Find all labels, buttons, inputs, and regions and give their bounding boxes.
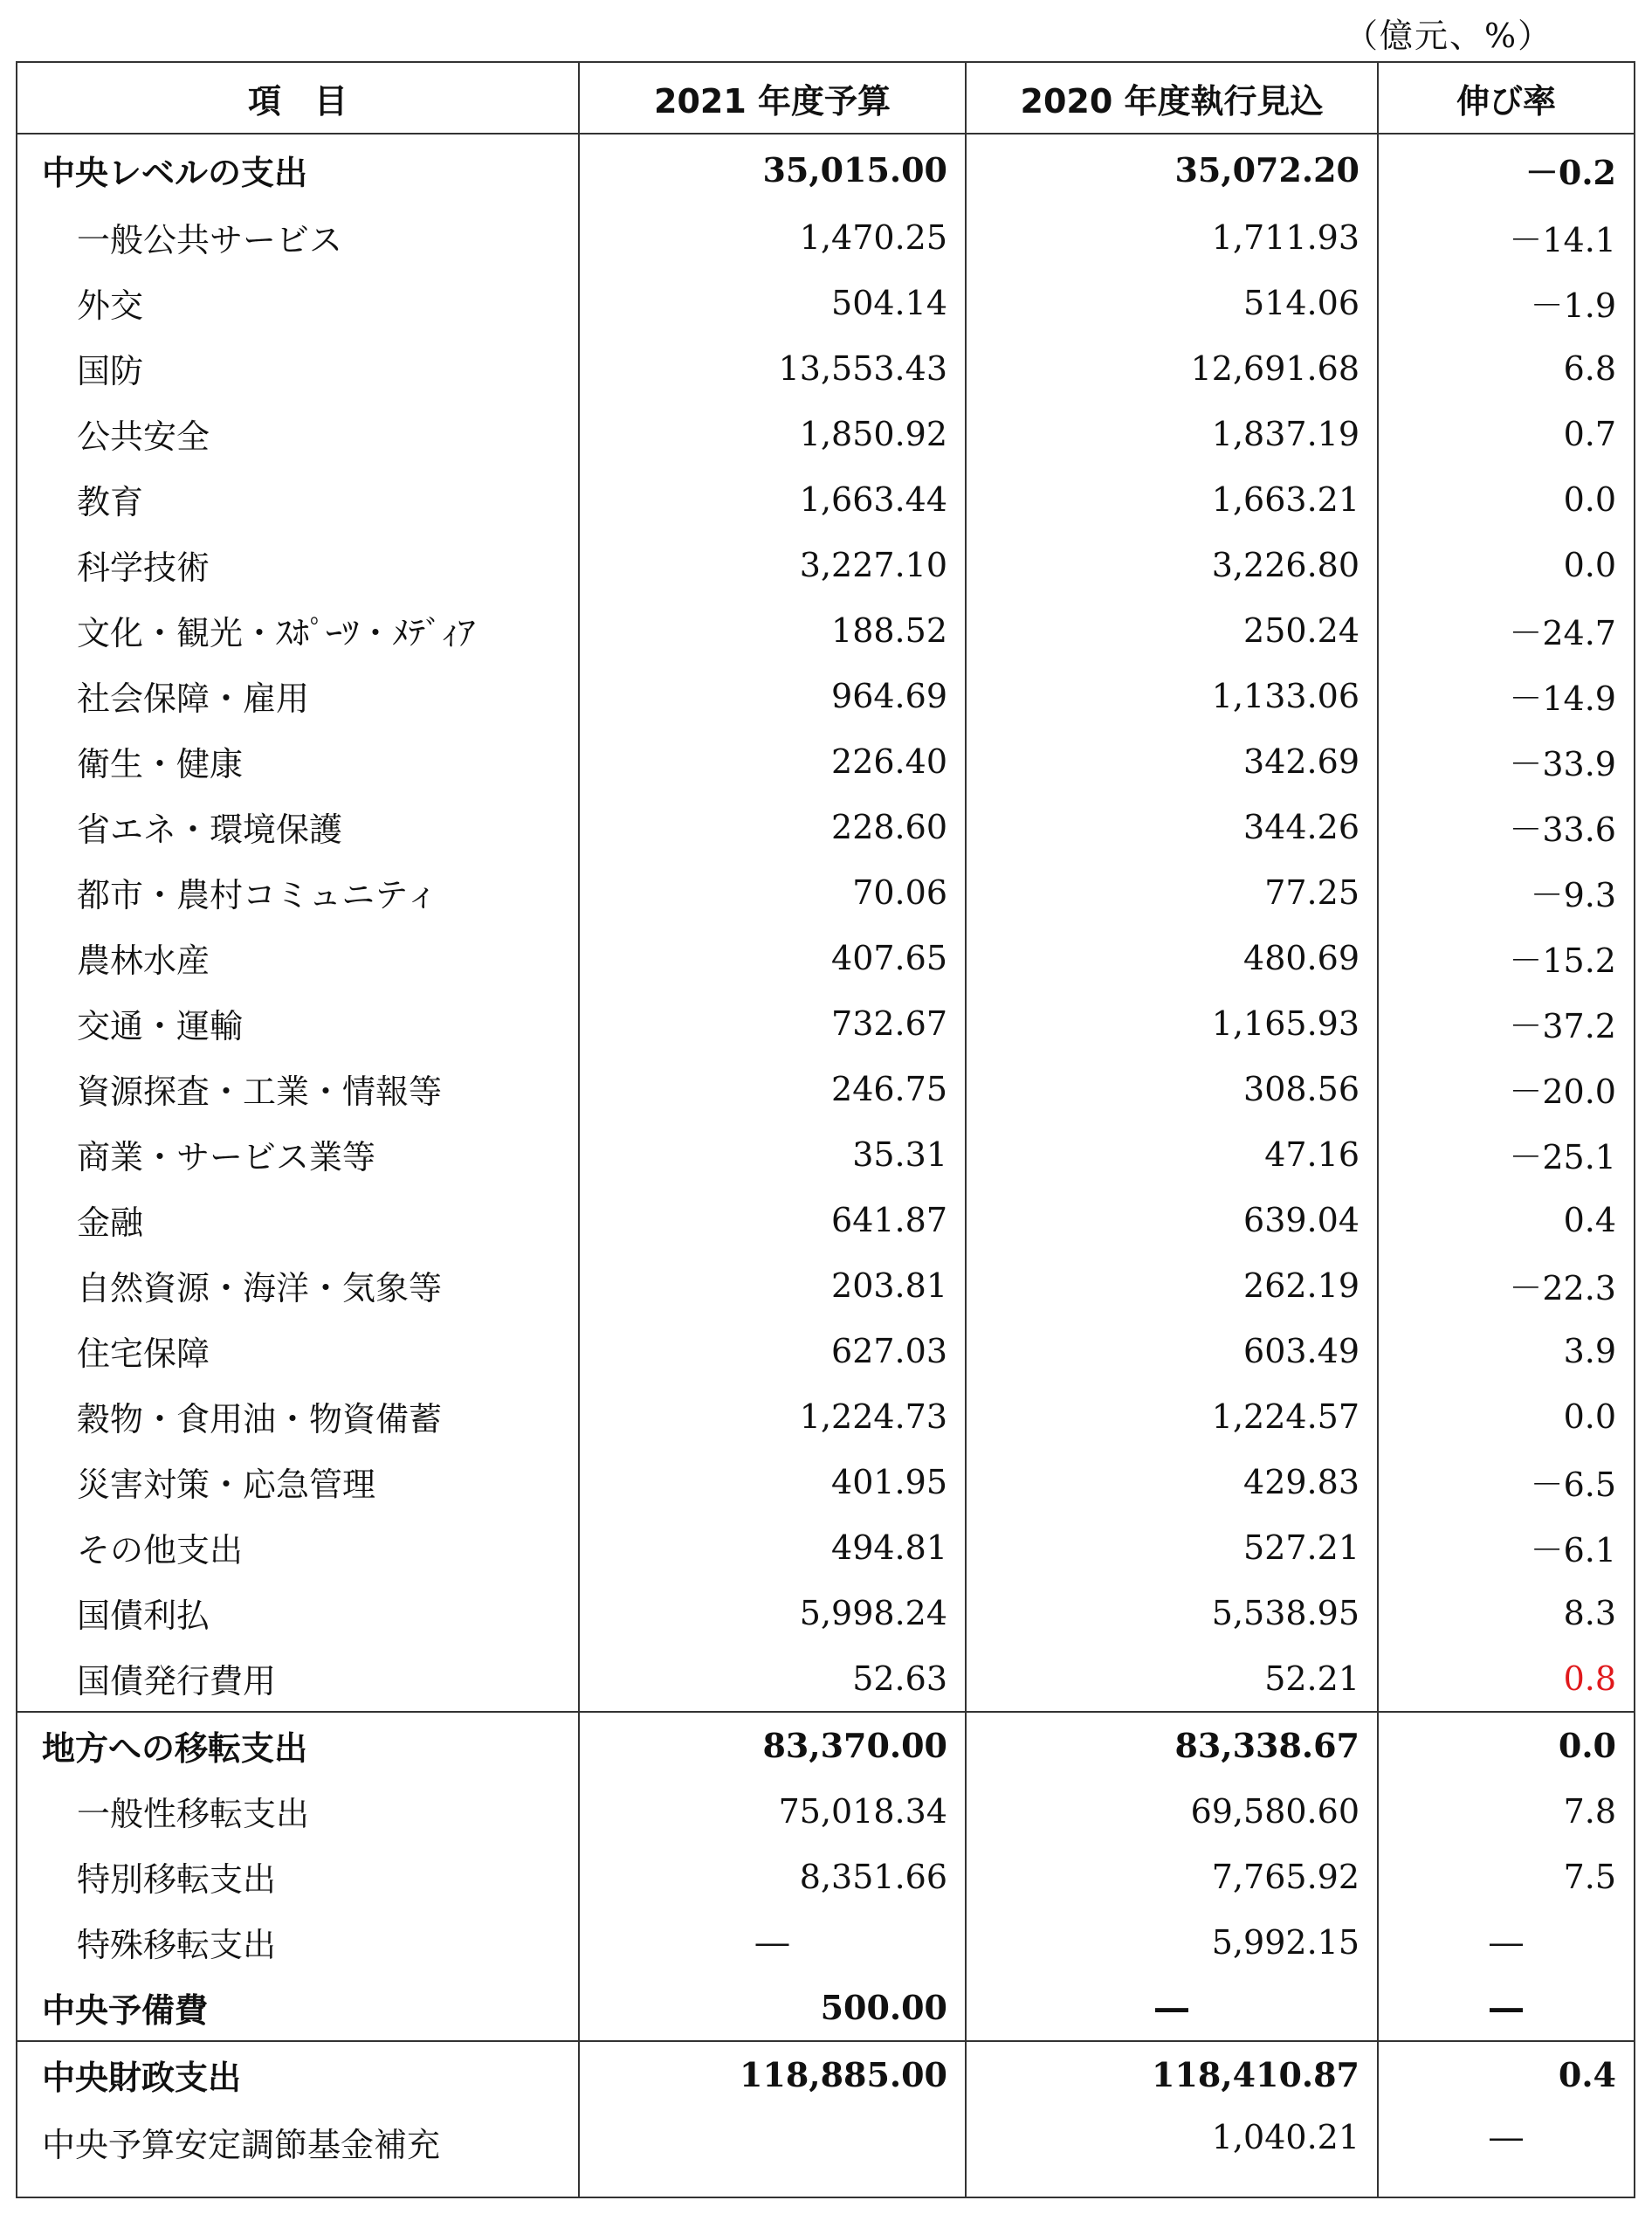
row-label: 衛生・健康: [17, 728, 579, 794]
value-2020-estimate: 3,226.80: [966, 532, 1378, 597]
value-2020-estimate: 118,410.87: [966, 2041, 1378, 2107]
growth-rate: ―: [1378, 1909, 1635, 1975]
value-2020-estimate: 1,837.19: [966, 401, 1378, 466]
growth-rate: －22.3: [1378, 1252, 1635, 1318]
value-2020-estimate: 514.06: [966, 270, 1378, 335]
growth-rate: 0.0: [1378, 532, 1635, 597]
value-2020-estimate: 1,165.93: [966, 990, 1378, 1056]
value-2020-estimate: 480.69: [966, 925, 1378, 990]
table-row: [17, 1056, 1635, 1121]
row-label: 公共安全: [17, 401, 579, 466]
table-row: [17, 663, 1635, 728]
value-2021-budget: 494.81: [579, 1514, 966, 1580]
value-2020-estimate: 262.19: [966, 1252, 1378, 1318]
value-2020-estimate: 603.49: [966, 1318, 1378, 1383]
value-2021-budget: 964.69: [579, 663, 966, 728]
table-row: [17, 1514, 1635, 1580]
growth-rate: －37.2: [1378, 990, 1635, 1056]
value-2020-estimate: 342.69: [966, 728, 1378, 794]
table-row: [17, 2041, 1635, 2107]
row-label: 中央予備費: [17, 1975, 579, 2041]
value-2020-estimate: 7,765.92: [966, 1844, 1378, 1909]
value-2020-estimate: 308.56: [966, 1056, 1378, 1121]
value-2021-budget: 500.00: [579, 1975, 966, 2041]
table-row: [17, 859, 1635, 925]
value-2020-estimate: 77.25: [966, 859, 1378, 925]
row-label: 外交: [17, 270, 579, 335]
header-2020-estimate: 2020 年度執行見込: [966, 62, 1378, 134]
growth-rate: 0.8: [1378, 1645, 1635, 1712]
growth-rate: 3.9: [1378, 1318, 1635, 1383]
value-2021-budget: 226.40: [579, 728, 966, 794]
value-2021-budget: 641.87: [579, 1187, 966, 1252]
growth-rate: －14.9: [1378, 663, 1635, 728]
growth-rate: －1.9: [1378, 270, 1635, 335]
row-label: 一般公共サービス: [17, 204, 579, 270]
growth-rate: 7.8: [1378, 1778, 1635, 1844]
growth-rate: －15.2: [1378, 925, 1635, 990]
value-2020-estimate: 12,691.68: [966, 335, 1378, 401]
row-label: 中央予算安定調節基金補充: [17, 2107, 579, 2197]
row-label: 都市・農村コミュニティ: [17, 859, 579, 925]
table-row: [17, 925, 1635, 990]
header-row: [17, 62, 1635, 134]
row-label: 地方への移転支出: [17, 1712, 579, 1778]
value-2020-estimate: 35,072.20: [966, 134, 1378, 204]
growth-rate: 0.0: [1378, 1383, 1635, 1449]
value-2021-budget: 3,227.10: [579, 532, 966, 597]
table-row: [17, 990, 1635, 1056]
row-label: 省エネ・環境保護: [17, 794, 579, 859]
value-2021-budget: 203.81: [579, 1252, 966, 1318]
table-row: [17, 134, 1635, 204]
growth-rate: －0.2: [1378, 134, 1635, 204]
value-2021-budget: 118,885.00: [579, 2041, 966, 2107]
row-label: 商業・サービス業等: [17, 1121, 579, 1187]
header-2021-budget: 2021 年度予算: [579, 62, 966, 134]
table-row: [17, 1121, 1635, 1187]
row-label: 文化・観光・ｽﾎﾟｰﾂ・ﾒﾃﾞｨｱ: [17, 597, 579, 663]
value-2020-estimate: 1,040.21: [966, 2107, 1378, 2197]
growth-rate: 0.4: [1378, 2041, 1635, 2107]
row-label: 災害対策・応急管理: [17, 1449, 579, 1514]
value-2021-budget: 5,998.24: [579, 1580, 966, 1645]
row-label: 特別移転支出: [17, 1844, 579, 1909]
value-2020-estimate: 527.21: [966, 1514, 1378, 1580]
table-row: [17, 1449, 1635, 1514]
value-2020-estimate: 1,663.21: [966, 466, 1378, 532]
value-2021-budget: 13,553.43: [579, 335, 966, 401]
row-label: 国債利払: [17, 1580, 579, 1645]
value-2020-estimate: 69,580.60: [966, 1778, 1378, 1844]
row-label: 住宅保障: [17, 1318, 579, 1383]
growth-rate: 0.7: [1378, 401, 1635, 466]
growth-rate: －33.9: [1378, 728, 1635, 794]
table-row: [17, 728, 1635, 794]
value-2021-budget: 83,370.00: [579, 1712, 966, 1778]
table-row: [17, 1712, 1635, 1778]
value-2020-estimate: 83,338.67: [966, 1712, 1378, 1778]
value-2020-estimate: 1,133.06: [966, 663, 1378, 728]
value-2021-budget: 504.14: [579, 270, 966, 335]
value-2021-budget: 228.60: [579, 794, 966, 859]
growth-rate: －33.6: [1378, 794, 1635, 859]
value-2021-budget: 1,663.44: [579, 466, 966, 532]
row-label: 自然資源・海洋・気象等: [17, 1252, 579, 1318]
row-label: 国防: [17, 335, 579, 401]
table-row: [17, 1383, 1635, 1449]
row-label: その他支出: [17, 1514, 579, 1580]
table-row: [17, 401, 1635, 466]
budget-table: [16, 61, 1635, 2198]
value-2020-estimate: 250.24: [966, 597, 1378, 663]
growth-rate: －25.1: [1378, 1121, 1635, 1187]
row-label: 特殊移転支出: [17, 1909, 579, 1975]
value-2021-budget: 401.95: [579, 1449, 966, 1514]
table-row: [17, 1187, 1635, 1252]
table-row: [17, 1844, 1635, 1909]
table-row: [17, 1909, 1635, 1975]
value-2021-budget: 8,351.66: [579, 1844, 966, 1909]
growth-rate: －24.7: [1378, 597, 1635, 663]
unit-note: （億元、%）: [1345, 17, 1553, 55]
row-label: 農林水産: [17, 925, 579, 990]
table-row: [17, 1318, 1635, 1383]
growth-rate: 0.0: [1378, 466, 1635, 532]
table-row: [17, 1252, 1635, 1318]
row-label: 資源探査・工業・情報等: [17, 1056, 579, 1121]
row-label: 社会保障・雇用: [17, 663, 579, 728]
row-label: 穀物・食用油・物資備蓄: [17, 1383, 579, 1449]
value-2021-budget: 1,850.92: [579, 401, 966, 466]
row-label: 交通・運輸: [17, 990, 579, 1056]
value-2020-estimate: 639.04: [966, 1187, 1378, 1252]
value-2021-budget: 732.67: [579, 990, 966, 1056]
header-item: 項 目: [17, 62, 579, 134]
table-row: [17, 1778, 1635, 1844]
growth-rate: 7.5: [1378, 1844, 1635, 1909]
growth-rate: 0.4: [1378, 1187, 1635, 1252]
table-row: [17, 270, 1635, 335]
value-2021-budget: 75,018.34: [579, 1778, 966, 1844]
table-row: [17, 1645, 1635, 1712]
value-2021-budget: 35,015.00: [579, 134, 966, 204]
growth-rate: －9.3: [1378, 859, 1635, 925]
table-row: [17, 466, 1635, 532]
table-row: [17, 1975, 1635, 2041]
value-2021-budget: 188.52: [579, 597, 966, 663]
value-2020-estimate: 47.16: [966, 1121, 1378, 1187]
value-2021-budget: 627.03: [579, 1318, 966, 1383]
value-2020-estimate: 52.21: [966, 1645, 1378, 1712]
growth-rate: －20.0: [1378, 1056, 1635, 1121]
growth-rate: 8.3: [1378, 1580, 1635, 1645]
value-2021-budget: 246.75: [579, 1056, 966, 1121]
value-2021-budget: 52.63: [579, 1645, 966, 1712]
table-row: [17, 2107, 1635, 2197]
row-label: 教育: [17, 466, 579, 532]
table-row: [17, 532, 1635, 597]
growth-rate: ―: [1378, 2107, 1635, 2197]
growth-rate: 0.0: [1378, 1712, 1635, 1778]
growth-rate: －6.5: [1378, 1449, 1635, 1514]
value-2020-estimate: 5,992.15: [966, 1909, 1378, 1975]
value-2020-estimate: 1,224.57: [966, 1383, 1378, 1449]
growth-rate: 6.8: [1378, 335, 1635, 401]
value-2020-estimate: 429.83: [966, 1449, 1378, 1514]
value-2021-budget: ―: [579, 1909, 966, 1975]
table-row: [17, 597, 1635, 663]
growth-rate: －6.1: [1378, 1514, 1635, 1580]
row-label: 金融: [17, 1187, 579, 1252]
value-2021-budget: 407.65: [579, 925, 966, 990]
value-2021-budget: [579, 2107, 966, 2197]
value-2021-budget: 1,470.25: [579, 204, 966, 270]
table-row: [17, 794, 1635, 859]
table-row: [17, 204, 1635, 270]
growth-rate: －14.1: [1378, 204, 1635, 270]
value-2020-estimate: ―: [966, 1975, 1378, 2041]
row-label: 国債発行費用: [17, 1645, 579, 1712]
header-growth-rate: 伸び率: [1378, 62, 1635, 134]
table-row: [17, 335, 1635, 401]
row-label: 科学技術: [17, 532, 579, 597]
row-label: 中央レベルの支出: [17, 134, 579, 204]
row-label: 一般性移転支出: [17, 1778, 579, 1844]
value-2021-budget: 1,224.73: [579, 1383, 966, 1449]
value-2020-estimate: 344.26: [966, 794, 1378, 859]
table-row: [17, 1580, 1635, 1645]
value-2020-estimate: 1,711.93: [966, 204, 1378, 270]
growth-rate: ―: [1378, 1975, 1635, 2041]
value-2020-estimate: 5,538.95: [966, 1580, 1378, 1645]
value-2021-budget: 35.31: [579, 1121, 966, 1187]
table-body: [17, 134, 1635, 2197]
row-label: 中央財政支出: [17, 2041, 579, 2107]
value-2021-budget: 70.06: [579, 859, 966, 925]
